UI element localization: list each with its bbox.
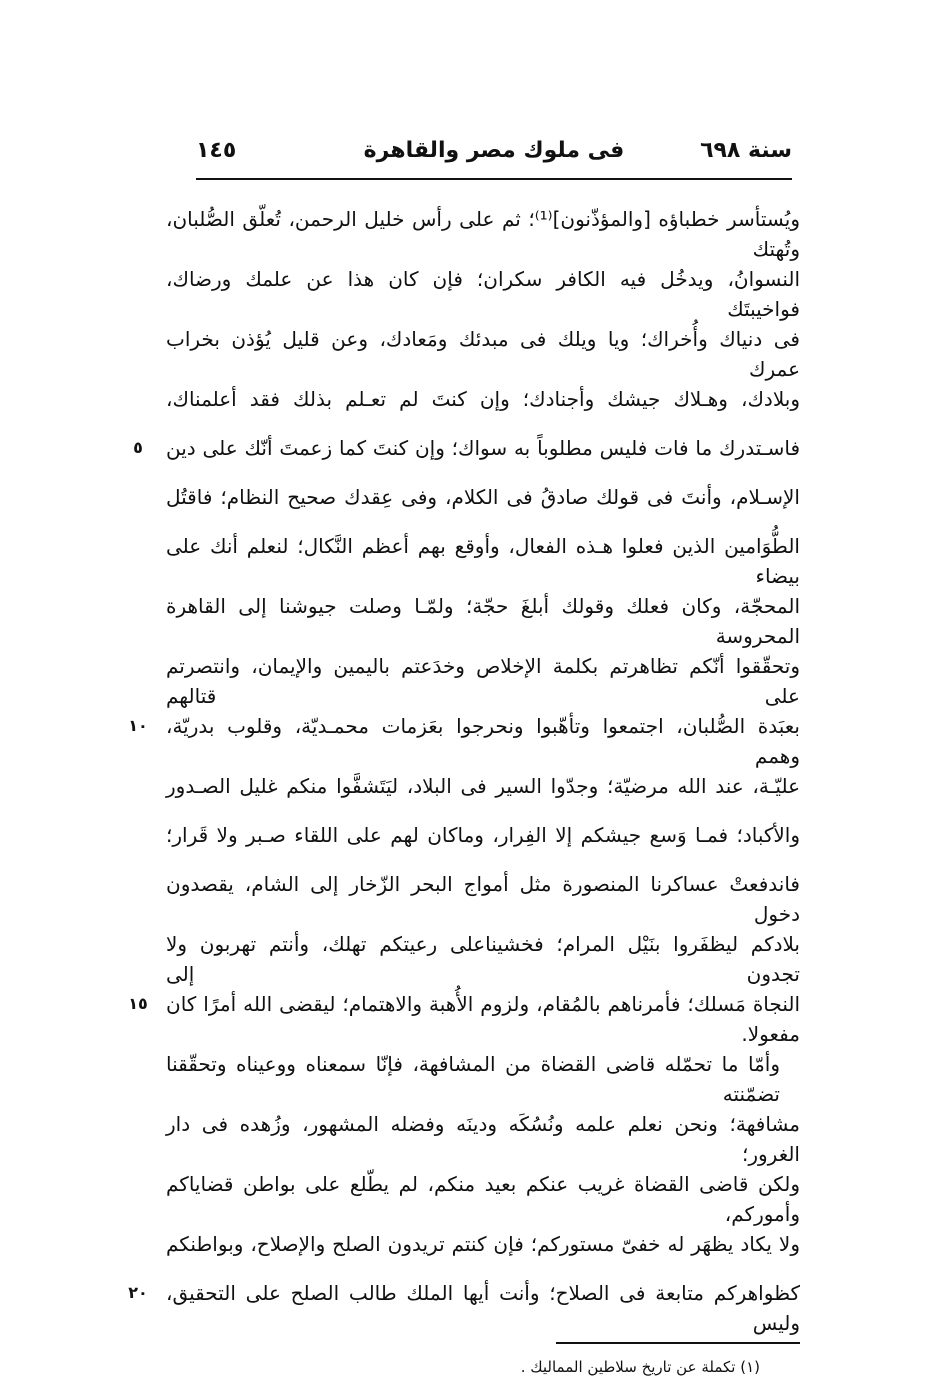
text-line: بعبَدة الصُّلبان، اجتمعوا وتأهّبوا ونحرجوا بعَزمات محمـديّة، وقلوب بدريّة، وهمم bbox=[166, 714, 800, 768]
text-line: النسوانُ، ويدخُل فيه الكافر سكران؛ فإن كان هذا عن علمك ورضاك، فواخيبتَك bbox=[166, 267, 800, 321]
text-line: بلادكم ليظفَروا بنَيْل المرام؛ فخشيناعلى رعيتكم تهلك، وأنتم تهربون ولا تجدون إلى bbox=[166, 932, 800, 986]
footnote: (١) تكملة عن تاريخ سلاطين المماليك . bbox=[520, 1358, 760, 1376]
text-line: مشافهة؛ ونحن نعلم علمه ونُسُكَه ودينَه وفضله المشهور، وزُهده فى دار الغرور؛ bbox=[166, 1112, 800, 1166]
text-line: المحجّة، وكان فعلك وقولك أبلغَ حجّة؛ ولمّـا وصلت جيوشنا إلى القاهرة المحروسة bbox=[166, 594, 800, 648]
footnote-rule bbox=[556, 1342, 800, 1344]
text-line: عليّـة، عند الله مرضيّة؛ وجدّوا السير فى البلاد، ليَتَشفَّوا منكم غليل الصـدور bbox=[166, 774, 800, 798]
text-line: وأمّا ما تحمّله قاضى القضاة من المشافهة، فإنّا سمعناه ووعيناه وتحقّقنا تضمّنته bbox=[166, 1052, 780, 1106]
text-line: الإسـلام، وأنتَ فى قولك صادقُ فى الكلام، وفى عِقدك صحيح النظام؛ فاقتُل bbox=[166, 485, 800, 509]
text-line: ولا يكاد يظهَر له خفىّ مستوركم؛ فإن كنتم تريدون الصلح والإصلاح، وبواطنكم bbox=[166, 1232, 800, 1256]
text-line: النجاة مَسلك؛ فأمرناهم بالمُقام، ولزوم الأُهبة والاهتمام؛ ليقضى الله أمرًا كان مفعولا. bbox=[166, 992, 800, 1046]
text-line: فى دنياك وأُخراك؛ ويا ويلك فى مبدئك ومَعادك، وعن قليل يُؤذن بخراب عمرك bbox=[166, 327, 800, 381]
header-rule bbox=[196, 178, 792, 180]
page-number: ١٤٥ bbox=[196, 138, 237, 163]
text-line: ويُستأسر خطباؤه [والمؤذّنون]⁽¹⁾؛ ثم على رأس خليل الرحمن، تُعلّق الصُّلبان، وتُهتك bbox=[166, 207, 800, 261]
header-title: فى ملوك مصر والقاهرة bbox=[363, 138, 625, 163]
text-line: ولكن قاضى القضاة غريب عنكم بعيد منكم، لم يطّلع على بواطن قضاياكم وأموركم، bbox=[166, 1172, 800, 1226]
line-number: ١٥ bbox=[128, 994, 148, 1013]
text-line: كظواهركم متابعة فى الصلاح؛ وأنت أيها الملك طالب الصلح على التحقيق، وليس bbox=[166, 1281, 800, 1335]
line-number: ١٠ bbox=[128, 716, 148, 735]
text-line: وبلادك، وهـلاك جيشك وأجنادك؛ وإن كنتَ لم تعـلم بذلك فقد أعلمناك، bbox=[166, 387, 800, 411]
header-year: سنة ٦٩٨ bbox=[700, 138, 792, 163]
line-number: ٢٠ bbox=[128, 1283, 148, 1302]
body-text bbox=[110, 204, 800, 1378]
text-line: وتحقّقوا أنّكم تظاهرتم بكلمة الإخلاص وخدَعتم باليمين والإيمان، وانتصرتم على قتالهم bbox=[166, 654, 800, 708]
text-line: فاسـتدرك ما فات فليس مطلوباً به سواك؛ وإن كنتَ كما زعمتَ أنّك على دين bbox=[166, 436, 800, 460]
text-line: فاندفعتْ عساكرنا المنصورة مثل أمواج البحر الزّخار إلى الشام، يقصدون دخول bbox=[166, 872, 800, 926]
text-line: والأكباد؛ فمـا وَسع جيشكم إلا الفِرار، وماكان لهم على اللقاء صـبر ولا قَرار؛ bbox=[166, 823, 800, 847]
running-header bbox=[196, 138, 792, 172]
line-number: ٥ bbox=[133, 438, 143, 457]
footnote-area bbox=[166, 1342, 800, 1378]
text-line: الطُّوَامين الذين فعلوا هـذه الفعال، وأوقع بهم أعظم النَّكال؛ لنعلم أنك على بيضاء bbox=[166, 534, 800, 588]
